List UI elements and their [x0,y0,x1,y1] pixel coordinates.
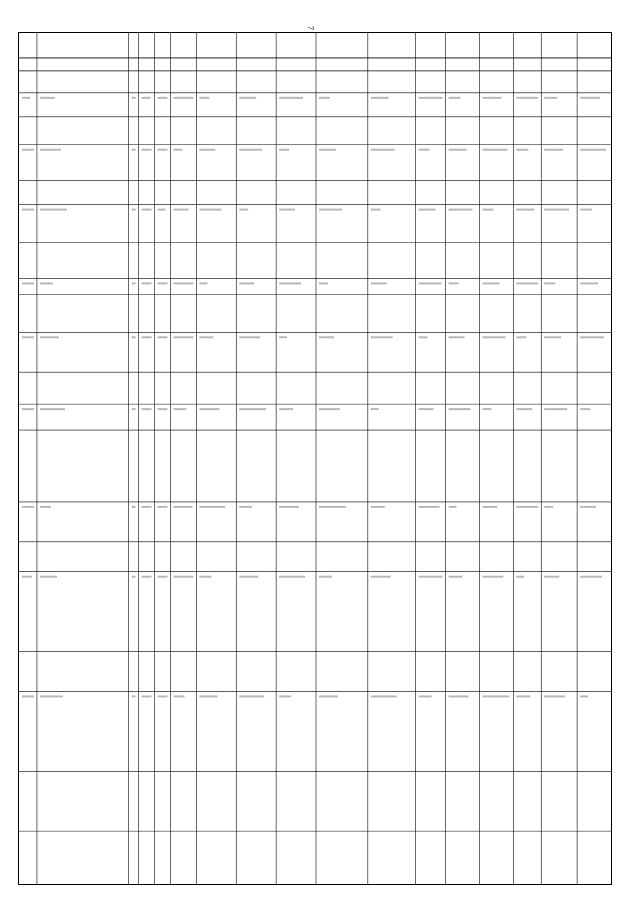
rotated-data-table [18,32,612,885]
table-grid [19,33,611,884]
page-number: 7 [306,26,315,30]
